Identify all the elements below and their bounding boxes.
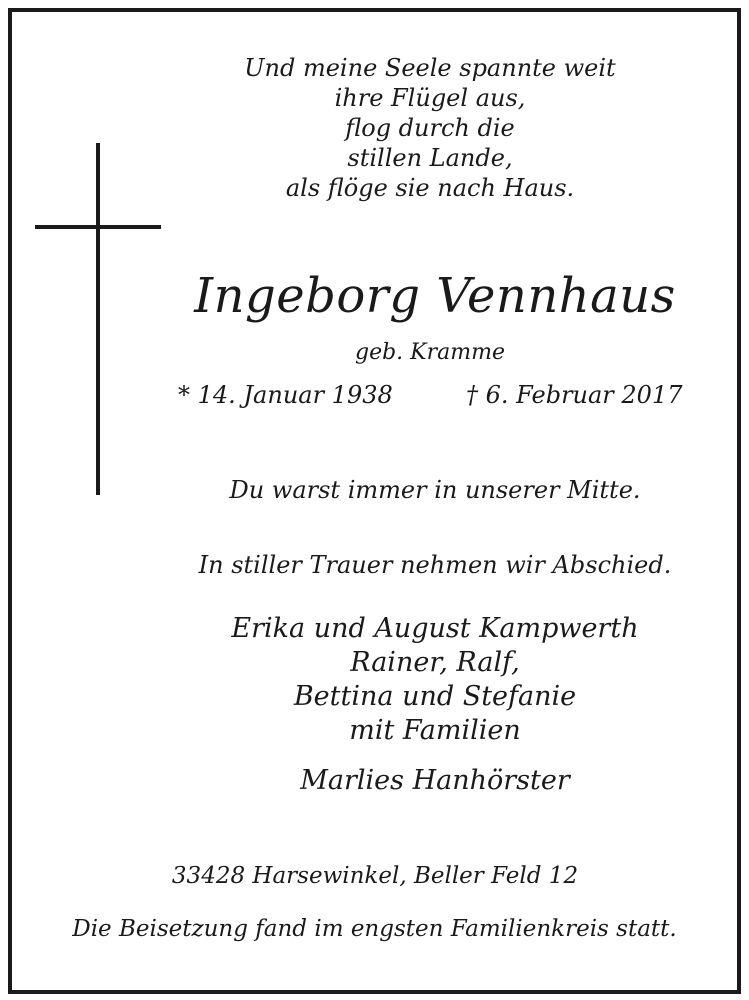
family-line-second: Marlies Hanhörster: [300, 765, 570, 796]
poem-line: ihre Flügel aus,: [334, 84, 526, 112]
family-line: Rainer, Ralf,: [350, 647, 520, 678]
burial-note: Die Beisetzung fand im engsten Familienkreis statt.: [72, 916, 677, 942]
cross-icon-vertical: [96, 143, 100, 495]
family-line: Erika und August Kampwerth: [231, 613, 639, 644]
family-line: mit Familien: [349, 715, 521, 746]
quote: Du warst immer in unserer Mitte.: [229, 476, 641, 504]
deceased-name: Ingeborg Vennhaus: [194, 268, 676, 324]
maiden-name: geb. Kramme: [355, 340, 505, 365]
cross-icon-horizontal: [35, 225, 161, 229]
family-line: Bettina und Stefanie: [293, 681, 577, 712]
poem-line: stillen Lande,: [347, 144, 513, 172]
poem-line: Und meine Seele spannte weit: [244, 54, 616, 82]
death-date: † 6. Februar 2017: [466, 381, 683, 409]
birth-date: * 14. Januar 1938: [178, 381, 393, 409]
poem-line: flog durch die: [345, 114, 515, 142]
address: 33428 Harsewinkel, Beller Feld 12: [171, 863, 579, 889]
mourning-line: In stiller Trauer nehmen wir Abschied.: [198, 551, 672, 579]
poem-line: als flöge sie nach Haus.: [285, 174, 575, 202]
